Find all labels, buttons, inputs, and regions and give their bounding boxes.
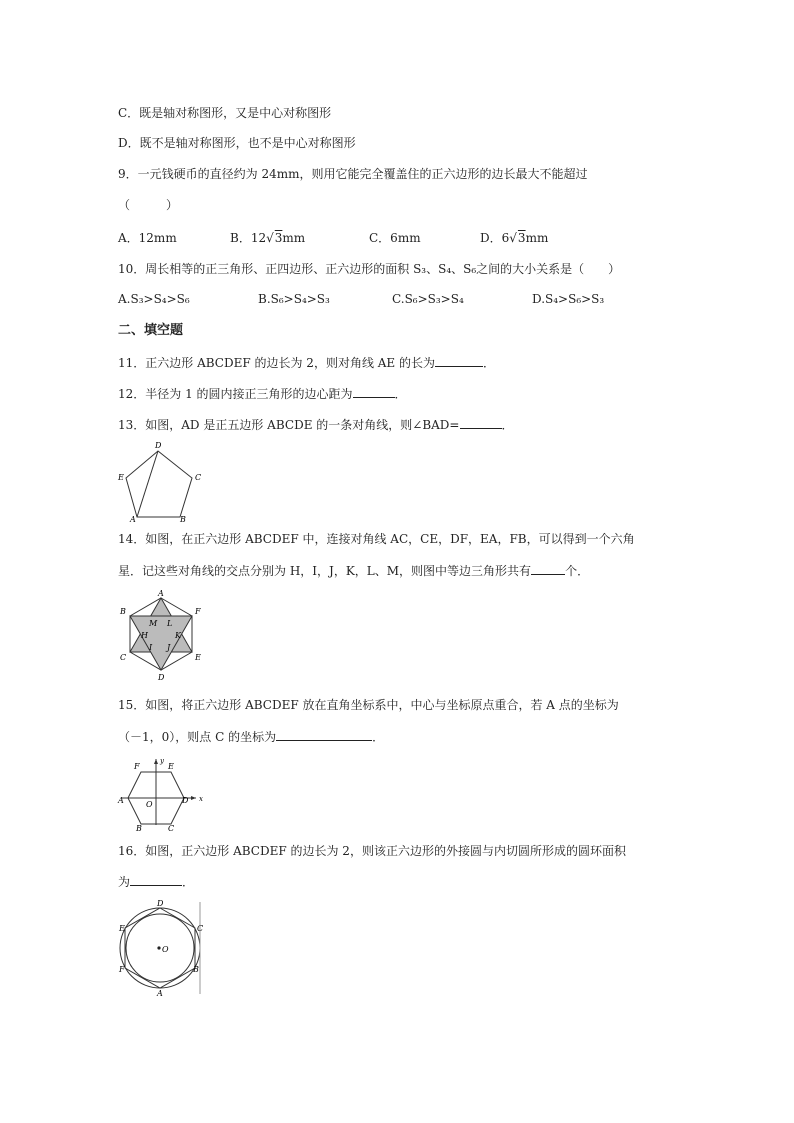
label-o: O bbox=[146, 800, 153, 809]
label-b: B bbox=[136, 824, 142, 833]
label-o: O bbox=[162, 945, 169, 954]
label-j: J bbox=[167, 643, 171, 652]
label-c: C bbox=[195, 473, 202, 482]
section-heading: 二、填空题 bbox=[118, 323, 184, 338]
answer-blank bbox=[130, 873, 182, 886]
q9-option-c: C．6mm bbox=[369, 231, 421, 245]
q10-option-a: A.S₃>S₄>S₆ bbox=[118, 292, 190, 306]
q9-option-d-unit: mm bbox=[525, 231, 549, 245]
q9-option-b-unit: mm bbox=[282, 231, 306, 245]
hexagram-figure bbox=[116, 590, 208, 686]
q13-text: 13．如图，AD 是正五边形 ABCDE 的一条对角线，则∠BAD= bbox=[118, 418, 460, 432]
q16-end: ． bbox=[182, 875, 195, 889]
q9-option-a: A．12mm bbox=[118, 231, 177, 245]
label-m: M bbox=[149, 619, 158, 628]
q14-end: 个． bbox=[565, 564, 590, 578]
q13 bbox=[118, 416, 514, 434]
q9-option-d-prefix: D．6 bbox=[480, 231, 510, 245]
annulus-hexagon-figure bbox=[114, 896, 208, 998]
center-point bbox=[157, 946, 160, 949]
q10-option-d: D.S₄>S₆>S₃ bbox=[532, 292, 605, 306]
x-axis-arrow bbox=[191, 796, 196, 800]
label-y: y bbox=[160, 757, 164, 765]
label-d: D bbox=[182, 796, 189, 805]
q10-stem: 10．周长相等的正三角形、正四边形、正六边形的面积 S₃、S₄、S₆之间的大小关系是（ ） bbox=[118, 262, 621, 276]
pentagon-figure bbox=[116, 440, 212, 522]
q9-option-b-prefix: B．12 bbox=[230, 231, 267, 245]
label-b: B bbox=[120, 607, 126, 616]
label-a: A bbox=[118, 796, 124, 805]
diagonal-ad bbox=[137, 451, 158, 517]
q8-option-d: D．既不是轴对称图形，也不是中心对称图形 bbox=[118, 136, 356, 150]
q9-option-b-radicand: 3 bbox=[274, 231, 283, 245]
q11-text: 11．正六边形 ABCDEF 的边长为 2，则对角线 AE 的长为 bbox=[118, 356, 435, 370]
label-d: D bbox=[155, 441, 162, 450]
q15-line1: 15．如图，将正六边形 ABCDEF 放在直角坐标系中，中心与坐标原点重合，若 A 点的坐标为 bbox=[118, 698, 619, 712]
label-f: F bbox=[195, 607, 201, 616]
label-e: E bbox=[195, 653, 201, 662]
label-a: A bbox=[130, 515, 136, 522]
q11 bbox=[118, 354, 495, 372]
q12-text: 12．半径为 1 的圆内接正三角形的边心距为 bbox=[118, 387, 353, 401]
label-d: D bbox=[158, 673, 165, 682]
q8-option-c: C．既是轴对称图形，又是中心对称图形 bbox=[118, 106, 332, 120]
q11-end: ． bbox=[483, 356, 496, 370]
q15-text: （－1，0），则点 C 的坐标为 bbox=[118, 730, 277, 744]
label-c: C bbox=[168, 824, 175, 833]
label-c: C bbox=[197, 924, 204, 933]
label-l: L bbox=[167, 619, 173, 628]
q14-line1: 14．如图，在正六边形 ABCDEF 中，连接对角线 AC，CE，DF，EA，FB，可以得到一个六角 bbox=[118, 532, 635, 546]
q9-paren: （ ） bbox=[118, 198, 179, 212]
q9-stem: 9．一元钱硬币的直径约为 24mm，则用它能完全覆盖住的正六边形的边长最大不能超过 bbox=[118, 167, 588, 181]
q9-option-d-radicand: 3 bbox=[517, 231, 526, 245]
label-a: A bbox=[157, 989, 163, 998]
answer-blank bbox=[435, 354, 483, 367]
label-a: A bbox=[158, 590, 164, 598]
y-axis-arrow bbox=[154, 759, 158, 764]
label-c: C bbox=[120, 653, 127, 662]
label-e: E bbox=[118, 473, 124, 482]
q14-text: 星．记这些对角线的交点分别为 H，I，J，K，L、M，则图中等边三角形共有 bbox=[118, 564, 532, 578]
q13-end: ． bbox=[501, 418, 514, 432]
label-d: D bbox=[157, 899, 164, 908]
answer-blank bbox=[353, 385, 395, 398]
label-f: F bbox=[119, 965, 125, 974]
label-h: H bbox=[141, 631, 148, 640]
answer-blank bbox=[276, 728, 372, 741]
q16-line2 bbox=[118, 873, 194, 891]
pentagon-outline bbox=[126, 451, 192, 517]
label-x: x bbox=[199, 795, 203, 803]
sqrt-symbol: √3 bbox=[266, 231, 283, 245]
q12 bbox=[118, 385, 407, 403]
label-e: E bbox=[119, 924, 125, 933]
q10-option-c: C.S₆>S₃>S₄ bbox=[392, 292, 464, 306]
label-f: F bbox=[134, 762, 140, 771]
coordinate-hexagon-figure bbox=[116, 755, 208, 833]
q9-option-d bbox=[480, 229, 548, 246]
label-b: B bbox=[193, 965, 199, 974]
label-b: B bbox=[180, 515, 186, 522]
answer-blank bbox=[531, 562, 565, 575]
sqrt-symbol: √3 bbox=[509, 231, 526, 245]
q10-option-b: B.S₆>S₄>S₃ bbox=[258, 292, 330, 306]
label-i: I bbox=[149, 643, 153, 652]
q12-end: ． bbox=[394, 387, 407, 401]
q16-text: 为 bbox=[118, 875, 131, 889]
q9-option-b bbox=[230, 229, 305, 246]
label-e: E bbox=[168, 762, 174, 771]
q15-end: ． bbox=[372, 730, 385, 744]
q16-line1: 16．如图，正六边形 ABCDEF 的边长为 2，则该正六边形的外接圆与内切圆所形成的圆环面积 bbox=[118, 844, 626, 858]
q15-line2 bbox=[118, 728, 384, 746]
label-k: K bbox=[175, 631, 181, 640]
answer-blank bbox=[460, 416, 502, 429]
q14-line2 bbox=[118, 562, 589, 580]
